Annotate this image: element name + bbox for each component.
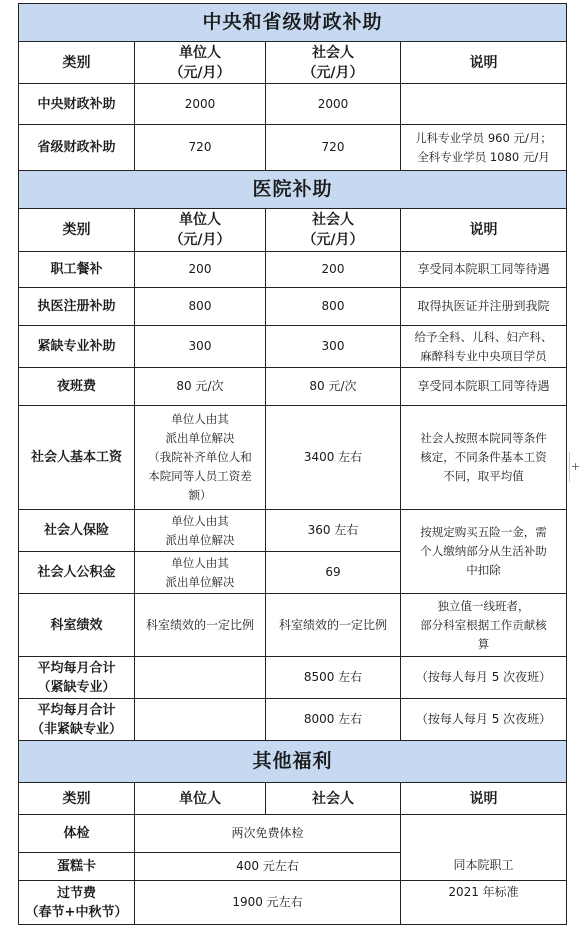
social-value: 2000 (266, 84, 401, 125)
table-row (19, 815, 567, 853)
unit-value: 200 (135, 252, 266, 288)
social-value: 300 (266, 326, 401, 368)
table-row (19, 84, 567, 125)
benefit-value: 400 元左右 (135, 853, 401, 881)
header-row-other (19, 783, 567, 815)
unit-value: 单位人由其 派出单位解决 （我院补齐单位人和 本院同等人员工资差 额） (135, 406, 266, 510)
row-label: 平均每月合计 （紧缺专业） (19, 657, 135, 699)
header-note: 说明 (401, 783, 567, 815)
note-value: 按规定购买五险一金，需 个人缴纳部分从生活补助 中扣除 (401, 510, 567, 594)
benefit-value: 两次免费体检 (135, 815, 401, 853)
table-row (19, 368, 567, 406)
row-label: 执医注册补助 (19, 288, 135, 326)
row-label: 平均每月合计 （非紧缺专业） (19, 699, 135, 741)
row-label: 蛋糕卡 (19, 853, 135, 881)
note-value: （按每人每月 5 次夜班） (401, 699, 567, 741)
note-value: 享受同本院职工同等待遇 (401, 252, 567, 288)
header-note: 说明 (401, 42, 567, 84)
header-category: 类别 (19, 42, 135, 84)
unit-value (135, 699, 266, 741)
header-unit-person: 单位人 (135, 783, 266, 815)
social-value: 科室绩效的一定比例 (266, 594, 401, 657)
table-row (19, 252, 567, 288)
note-value: 取得执医证并注册到我院 (401, 288, 567, 326)
note-value (401, 84, 567, 125)
unit-value: 80 元/次 (135, 368, 266, 406)
unit-value (135, 657, 266, 699)
note-value: 社会人按照本院同等条件 核定，不同条件基本工资 不同，取平均值 (401, 406, 567, 510)
benefit-value: 1900 元左右 (135, 881, 401, 925)
table-row (19, 406, 567, 510)
subsidy-table-sheet (18, 3, 566, 925)
row-label: 省级财政补助 (19, 125, 135, 171)
header-row-hospital (19, 209, 567, 252)
header-social-person: 社会人 （元/月） (266, 209, 401, 252)
unit-value: 720 (135, 125, 266, 171)
header-unit-person: 单位人 （元/月） (135, 42, 266, 84)
note-value: 同本院职工 (401, 815, 567, 881)
row-label: 社会人基本工资 (19, 406, 135, 510)
table-row (19, 326, 567, 368)
table-row (19, 510, 567, 552)
note-value: 独立值一线班者， 部分科室根据工作贡献核 算 (401, 594, 567, 657)
section-fiscal (19, 4, 567, 42)
subsidy-table (18, 3, 567, 925)
social-value: 69 (266, 552, 401, 594)
row-label: 体检 (19, 815, 135, 853)
row-label: 紧缺专业补助 (19, 326, 135, 368)
note-value: 享受同本院职工同等待遇 (401, 368, 567, 406)
table-row (19, 288, 567, 326)
header-social-person: 社会人 （元/月） (266, 42, 401, 84)
table-row (19, 699, 567, 741)
header-category: 类别 (19, 209, 135, 252)
social-value: 360 左右 (266, 510, 401, 552)
section-title-hospital: 医院补助 (19, 171, 567, 209)
row-label: 中央财政补助 (19, 84, 135, 125)
note-value: 给予全科、儿科、妇产科、 麻醉科专业中央项目学员 (401, 326, 567, 368)
note-value: （按每人每月 5 次夜班） (401, 657, 567, 699)
row-label: 社会人公积金 (19, 552, 135, 594)
social-value: 80 元/次 (266, 368, 401, 406)
unit-value: 科室绩效的一定比例 (135, 594, 266, 657)
section-title-other: 其他福利 (19, 741, 567, 783)
table-row (19, 594, 567, 657)
unit-value: 单位人由其 派出单位解决 (135, 552, 266, 594)
header-row-fiscal (19, 42, 567, 84)
header-note: 说明 (401, 209, 567, 252)
unit-value: 单位人由其 派出单位解决 (135, 510, 266, 552)
section-title-fiscal: 中央和省级财政补助 (19, 4, 567, 42)
social-value: 8000 左右 (266, 699, 401, 741)
unit-value: 2000 (135, 84, 266, 125)
unit-value: 300 (135, 326, 266, 368)
social-value: 8500 左右 (266, 657, 401, 699)
row-label: 夜班费 (19, 368, 135, 406)
section-other (19, 741, 567, 783)
social-value: 200 (266, 252, 401, 288)
social-value: 720 (266, 125, 401, 171)
row-label: 科室绩效 (19, 594, 135, 657)
unit-value: 800 (135, 288, 266, 326)
row-label: 社会人保险 (19, 510, 135, 552)
table-row (19, 125, 567, 171)
header-unit-person: 单位人 （元/月） (135, 209, 266, 252)
section-hospital (19, 171, 567, 209)
social-value: 3400 左右 (266, 406, 401, 510)
table-row (19, 881, 567, 925)
row-label: 过节费 （春节+中秋节） (19, 881, 135, 925)
row-label: 职工餐补 (19, 252, 135, 288)
header-social-person: 社会人 (266, 783, 401, 815)
note-value: 儿科专业学员 960 元/月； 全科专业学员 1080 元/月 (401, 125, 567, 171)
social-value: 800 (266, 288, 401, 326)
header-category: 类别 (19, 783, 135, 815)
note-value: 2021 年标准 (401, 881, 567, 925)
expand-handle-icon[interactable]: + (569, 452, 580, 482)
table-row (19, 657, 567, 699)
